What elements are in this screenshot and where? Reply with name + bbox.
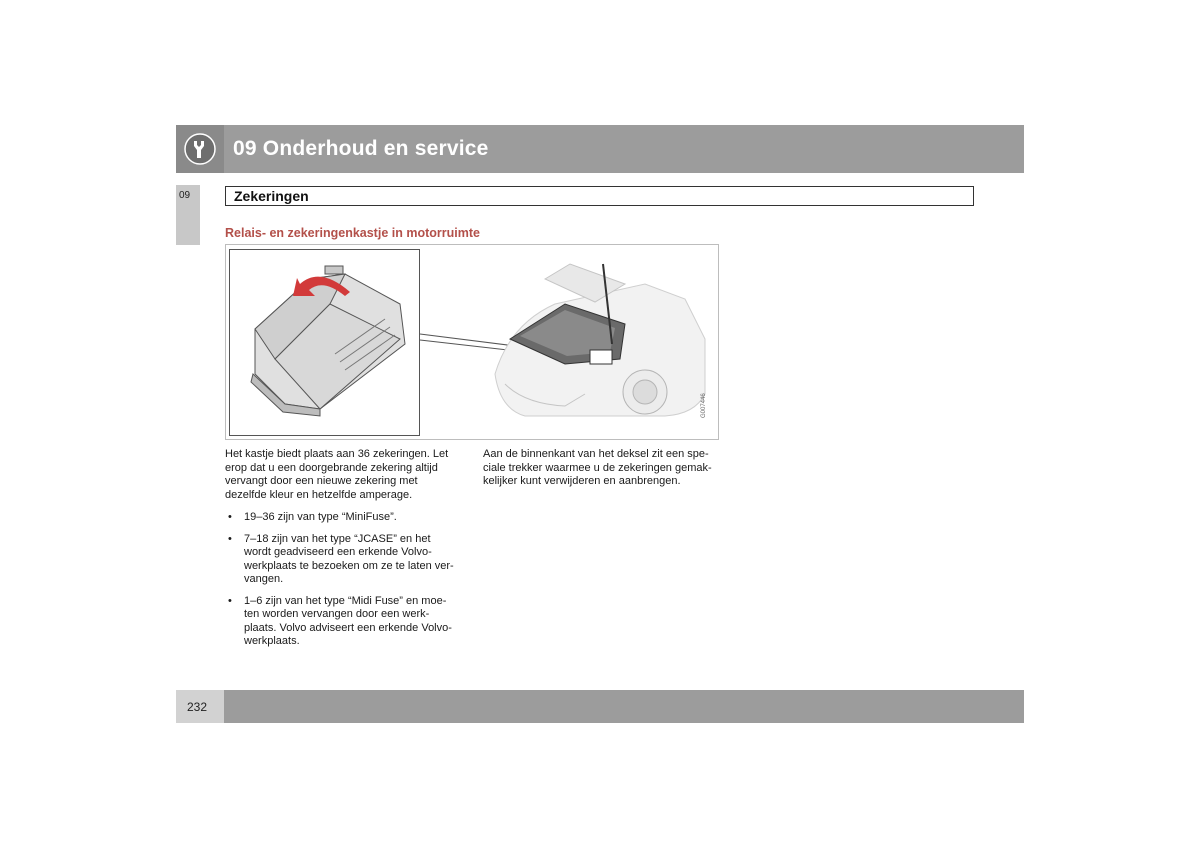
list-item [225, 533, 465, 587]
fusebox-cover-drawing [251, 266, 405, 416]
list-item [225, 511, 465, 525]
car-engine-bay-drawing [495, 264, 705, 416]
intro-paragraph: Het kastje biedt plaats aan 36 zekeringen. Let erop dat u een doorgebrande zekering altijd vervangt door een nieuwe zekering met dezelfde kleur en hetzelfde amperage. [225, 448, 449, 501]
right-paragraph: Aan de binnenkant van het deksel zit een spe- ciale trekker waarmee u de zekeringen gemak- kelijker kunt verwijderen en aanbrengen. [483, 448, 712, 487]
chapter-side-tab-label: 09 [179, 190, 191, 201]
bullet-symbol: • [228, 532, 232, 545]
page-number: 232 [187, 700, 208, 714]
right-column [483, 448, 723, 498]
list-item-text: 7–18 zijn van het type “JCASE” en het wordt geadviseerd een erkende Volvo- werkplaats te bezoeken om ze te laten ver- vangen. [244, 532, 454, 585]
list-item [225, 595, 465, 649]
section-title: Zekeringen [234, 188, 309, 204]
footer-bar [224, 690, 1024, 723]
fuse-type-list [225, 511, 465, 649]
chapter-title: 09 Onderhoud en service [233, 137, 489, 160]
left-column [225, 448, 465, 657]
bullet-symbol: • [228, 511, 232, 523]
fusebox-illustration [225, 244, 719, 440]
section-title-box [225, 186, 974, 206]
figure-code: G007446 [701, 393, 707, 418]
list-item-text: 19–36 zijn van type “MiniFuse”. [244, 511, 397, 523]
list-item-text: 1–6 zijn van het type “Midi Fuse” en moe- ten worden vervangen door een werk- plaats. Volvo adviseert een erkende Volvo- werkplaats. [244, 594, 452, 647]
bullet-symbol: • [228, 594, 232, 607]
subsection-title: Relais- en zekeringenkastje in motorruimte [225, 226, 480, 240]
wrench-service-icon [184, 133, 216, 165]
